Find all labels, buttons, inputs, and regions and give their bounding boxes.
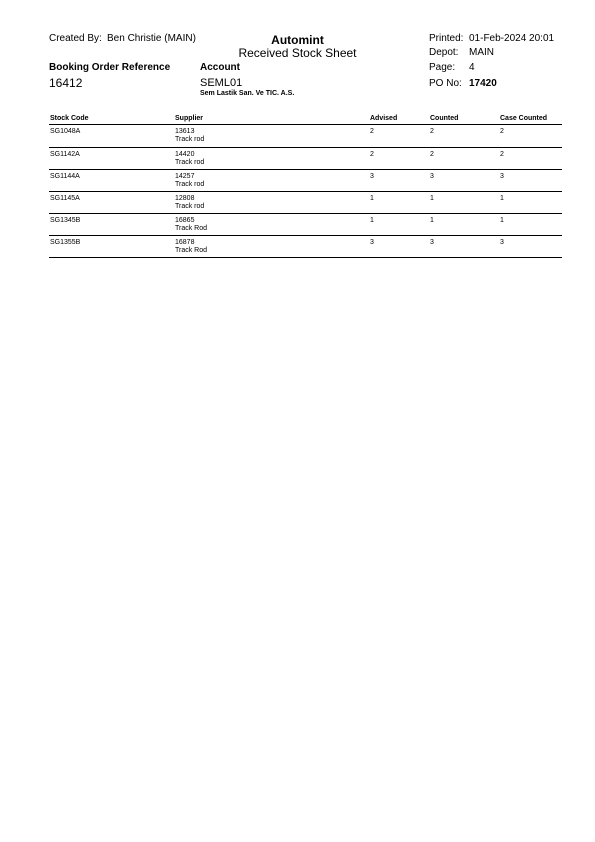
table-row	[0, 215, 595, 237]
supplier-code: 12808	[175, 195, 195, 202]
case-counted-qty: 2	[500, 151, 504, 158]
page-label: Page:	[429, 62, 456, 73]
company-name: Automint	[271, 33, 324, 47]
created-by-label: Created By:	[49, 33, 102, 44]
case-counted-qty: 3	[500, 239, 504, 246]
table-row	[0, 171, 595, 193]
stock-code: SG1355B	[50, 239, 81, 246]
row-divider	[49, 169, 562, 170]
advised-qty: 3	[370, 173, 374, 180]
counted-qty: 1	[430, 217, 434, 224]
case-counted-qty: 3	[500, 173, 504, 180]
sheet-title: Received Stock Sheet	[238, 46, 357, 60]
po-label: PO No:	[429, 78, 462, 89]
stock-code: SG1144A	[50, 173, 80, 180]
counted-qty: 3	[430, 239, 434, 246]
case-counted-qty: 1	[500, 195, 504, 202]
case-counted-qty: 1	[500, 217, 504, 224]
booking-ref-value: 16412	[49, 76, 83, 90]
page-number: 4	[469, 62, 475, 73]
advised-qty: 1	[370, 217, 374, 224]
item-description: Track rod	[175, 136, 205, 143]
supplier-code: 16865	[175, 217, 195, 224]
printed-label: Printed:	[429, 33, 464, 44]
account-name: Sem Lastik San. Ve TIC. A.S.	[200, 90, 295, 97]
row-divider	[49, 213, 562, 214]
row-divider	[49, 191, 562, 192]
item-description: Track rod	[175, 203, 205, 210]
account-code: SEML01	[200, 77, 243, 89]
po-number: 17420	[469, 78, 497, 89]
table-row	[0, 126, 595, 148]
supplier-code: 13613	[175, 128, 195, 135]
advised-qty: 2	[370, 128, 374, 135]
stock-code: SG1345B	[50, 217, 81, 224]
depot-label: Depot:	[429, 47, 459, 58]
supplier-code: 14257	[175, 173, 195, 180]
supplier-code: 16878	[175, 239, 195, 246]
counted-qty: 1	[430, 195, 434, 202]
table-row	[0, 237, 595, 259]
advised-qty: 3	[370, 239, 374, 246]
item-description: Track Rod	[175, 247, 208, 254]
header-divider	[49, 124, 562, 125]
item-description: Track rod	[175, 159, 205, 166]
table-row	[0, 149, 595, 171]
advised-qty: 2	[370, 151, 374, 158]
printed-value: 01-Feb-2024 20:01	[469, 33, 555, 44]
col-counted: Counted	[430, 115, 459, 122]
advised-qty: 1	[370, 195, 374, 202]
col-supplier: Supplier	[175, 115, 204, 122]
counted-qty: 2	[430, 128, 434, 135]
stock-code: SG1145A	[50, 195, 80, 202]
table-row	[0, 193, 595, 215]
row-divider	[49, 147, 562, 148]
case-counted-qty: 2	[500, 128, 504, 135]
col-stock-code: Stock Code	[50, 115, 89, 122]
counted-qty: 2	[430, 151, 434, 158]
col-case-counted: Case Counted	[500, 115, 548, 122]
account-label: Account	[200, 62, 240, 73]
counted-qty: 3	[430, 173, 434, 180]
row-divider	[49, 257, 562, 258]
item-description: Track Rod	[175, 225, 208, 232]
col-advised: Advised	[370, 115, 398, 122]
row-divider	[49, 235, 562, 236]
stock-code: SG1142A	[50, 151, 80, 158]
created-by-value: Ben Christie (MAIN)	[107, 33, 196, 44]
stock-code: SG1048A	[50, 128, 81, 135]
item-description: Track rod	[175, 181, 205, 188]
booking-ref-label: Booking Order Reference	[49, 62, 171, 73]
supplier-code: 14420	[175, 151, 195, 158]
depot-value: MAIN	[469, 47, 494, 58]
